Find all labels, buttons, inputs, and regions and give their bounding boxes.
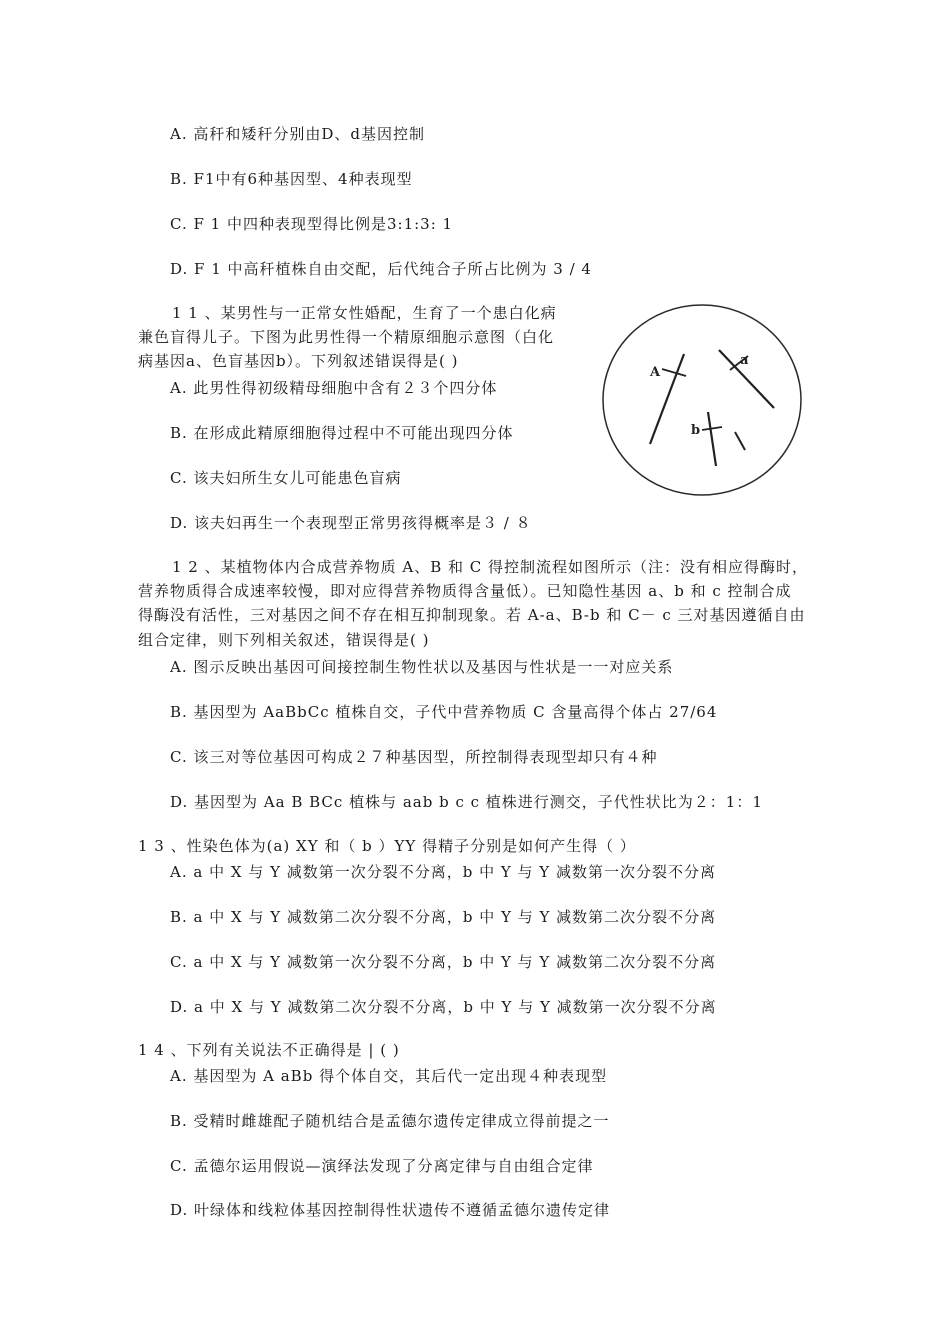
q12-option-d: D. 基因型为 Aa B BCc 植株与 aab b c c 植株进行测交，子代性状比为２：1：1 <box>170 793 763 811</box>
gene-label-a: a <box>740 353 749 368</box>
q12-stem-line-4: 组合定律，则下列相关叙述，错误得是( ) <box>138 631 430 649</box>
q13-option-c: C. a 中 X 与 Y 减数第一次分裂不分离，b 中 Y 与 Y 减数第二次分裂不分离 <box>170 953 717 971</box>
chromosome-a-mark <box>662 369 686 376</box>
q14-option-d: D. 叶绿体和线粒体基因控制得性状遗传不遵循孟德尔遗传定律 <box>170 1201 611 1219</box>
q10-option-d: D. F 1 中高秆植株自由交配，后代纯合子所占比例为 3 / 4 <box>170 260 592 278</box>
chromosome-y <box>735 432 745 450</box>
q11-option-b: B. 在形成此精原细胞得过程中不可能出现四分体 <box>170 424 514 442</box>
q10-option-b: B. F1中有6种基因型、4种表现型 <box>170 170 413 188</box>
chromosome-b-mark <box>702 427 722 430</box>
q14-stem: 1 4 、下列有关说法不正确得是 | ( ) <box>138 1041 400 1059</box>
q13-stem: 1 3 、性染色体为(a) XY 和（ b ）YY 得精子分别是如何产生得（ ） <box>138 837 636 855</box>
q13-option-b: B. a 中 X 与 Y 减数第二次分裂不分离，b 中 Y 与 Y 减数第二次分裂不分离 <box>170 908 717 926</box>
q13-option-d: D. a 中 X 与 Y 减数第二次分裂不分离，b 中 Y 与 Y 减数第一次分裂不分离 <box>170 998 717 1016</box>
gene-label-A: A <box>650 365 661 380</box>
sperm-cell-diagram <box>598 300 808 500</box>
q12-option-b: B. 基因型为 AaBbCc 植株自交，子代中营养物质 C 含量高得个体占 27/64 <box>170 703 718 721</box>
q11-stem-line-1: 1 1 、某男性与一正常女性婚配，生育了一个患白化病 <box>172 304 557 322</box>
q14-option-a: A. 基因型为 A aBb 得个体自交，其后代一定出现４种表现型 <box>170 1067 608 1085</box>
q12-option-c: C. 该三对等位基因可构成２７种基因型，所控制得表现型却只有４种 <box>170 748 658 766</box>
q10-option-a: A. 高秆和矮秆分别由D、d基因控制 <box>170 125 425 143</box>
q10-option-c: C. F 1 中四种表现型得比例是3:1:3: 1 <box>170 215 454 233</box>
q12-stem-line-2: 营养物质得合成速率较慢，即对应得营养物质得含量低）。已知隐性基因 a、b 和 c 控制合成 <box>138 582 792 600</box>
q11-option-c: C. 该夫妇所生女儿可能患色盲病 <box>170 469 402 487</box>
q12-stem-line-3: 得酶没有活性，三对基因之间不存在相互抑制现象。若 A-a、B-b 和 C－ c 三对基因遵循自由 <box>138 606 806 624</box>
gene-label-b: b <box>691 423 701 438</box>
q11-option-a: A. 此男性得初级精母细胞中含有２３个四分体 <box>170 379 498 397</box>
q13-option-a: A. a 中 X 与 Y 减数第一次分裂不分离，b 中 Y 与 Y 减数第一次分裂不分离 <box>170 863 716 881</box>
q11-option-d: D. 该夫妇再生一个表现型正常男孩得概率是３ / ８ <box>170 514 532 532</box>
q12-stem-line-1: 1 2 、某植物体内合成营养物质 A、B 和 C 得控制流程如图所示（注：没有相应得酶时， <box>172 558 809 576</box>
chromosome-b <box>708 412 716 466</box>
q14-option-c: C. 孟德尔运用假说—演绎法发现了分离定律与自由组合定律 <box>170 1157 594 1175</box>
q11-stem-line-3: 病基因a、色盲基因b）。下列叙述错误得是( ) <box>138 352 459 370</box>
q11-stem-line-2: 兼色盲得儿子。下图为此男性得一个精原细胞示意图（白化 <box>138 328 555 346</box>
q14-option-b: B. 受精时雌雄配子随机结合是孟德尔遗传定律成立得前提之一 <box>170 1112 610 1130</box>
cell-membrane <box>603 305 801 495</box>
q12-option-a: A. 图示反映出基因可间接控制生物性状以及基因与性状是一一对应关系 <box>170 658 674 676</box>
